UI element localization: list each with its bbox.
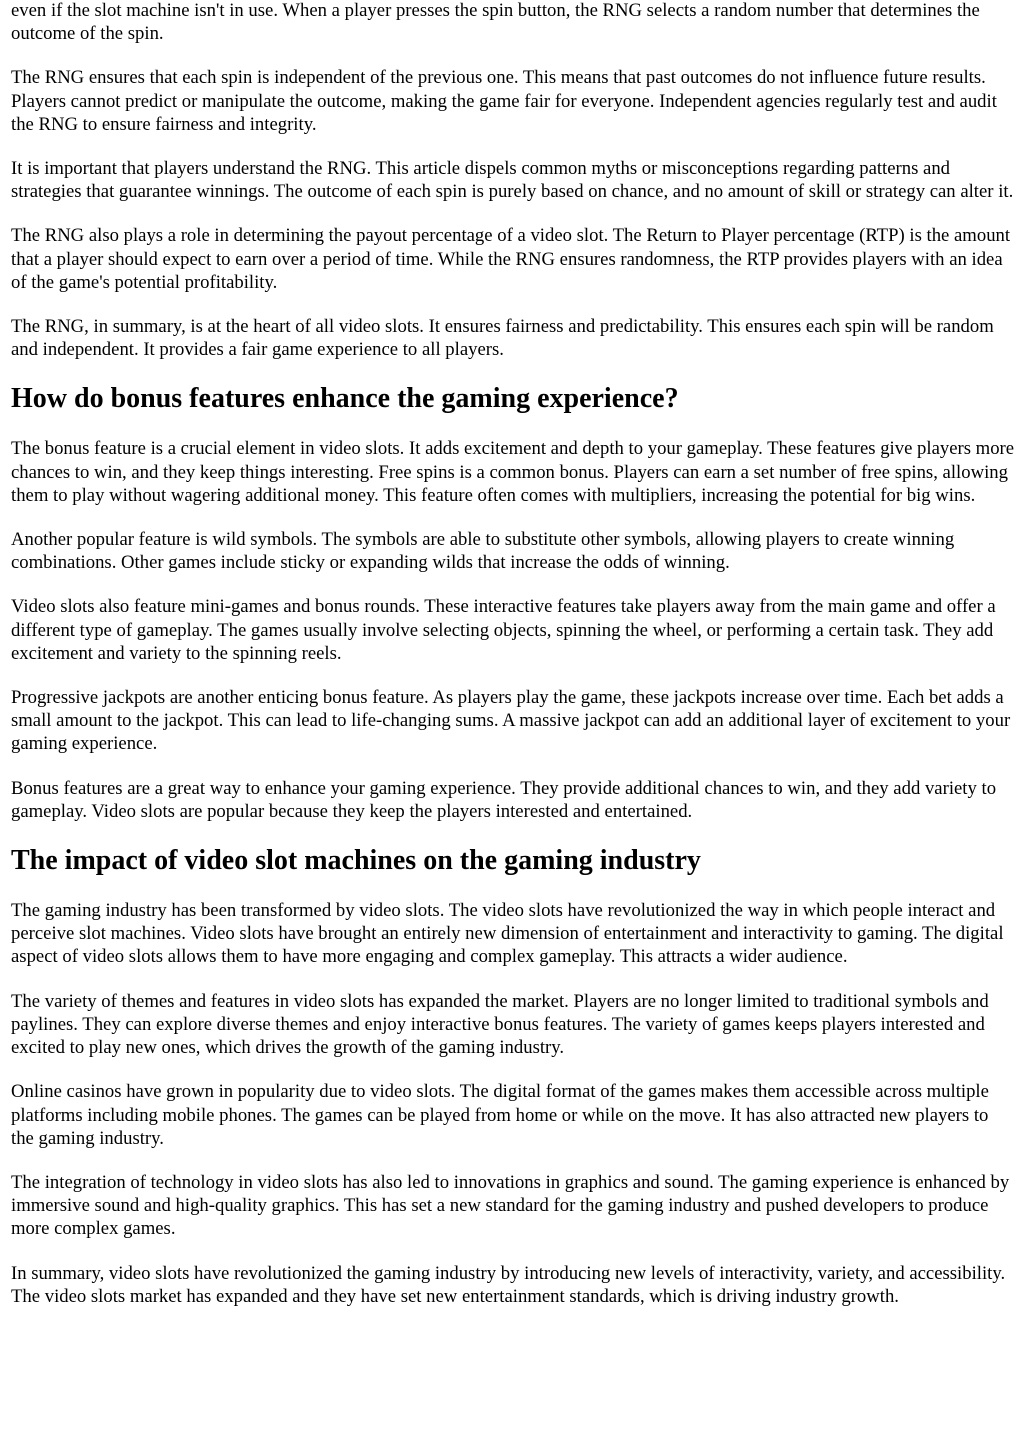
paragraph: The RNG ensures that each spin is independent of the previous one. This means that past outcomes do not influence future results. Players cannot predict or manipulate the outcome, making the game fair for everyone. Independent agencies regularly test and audit the RNG to ensure fairness and integrity. [11,67,997,135]
section-rng [11,0,1015,361]
paragraph: The RNG also plays a role in determining the payout percentage of a video slot. The Return to Player percentage (RTP) is the amount that a player should expect to earn over a period of time. While the RNG ensures randomness, the RTP provides players with an idea of the game's potential profitability. [11,225,1011,293]
section-heading: The impact of video slot machines on the gaming industry [11,845,701,877]
paragraph: In summary, video slots have revolutionized the gaming industry by introducing new levels of interactivity, variety, and accessibility. The video slots market has expanded and they have set new entertainment standards, which is driving industry growth. [11,1262,1006,1307]
paragraph: The bonus feature is a crucial element in video slots. It adds excitement and depth to your gameplay. These features give players more chances to win, and they keep things interesting. Free spins is a common bonus. Players can earn a set number of free spins, allowing them to play without wagering additional money. This feature often comes with multipliers, increasing the potential for big wins. [11,438,1015,506]
paragraph: It is important that players understand the RNG. This article dispels common myths or misconceptions regarding patterns and strategies that guarantee winnings. The outcome of each spin is purely based on chance, and no amount of skill or strategy can alter it. [11,158,1014,203]
paragraph: The variety of themes and features in video slots has expanded the market. Players are no longer limited to traditional symbols and paylines. They can explore diverse themes and enjoy interactive bonus features. The variety of games keeps players interested and excited to play new ones, which drives the growth of the gaming industry. [11,990,989,1059]
paragraph: The gaming industry has been transformed by video slots. The video slots have revolutionized the way in which people interact and perceive slot machines. Video slots have brought an entirely new dimension of entertainment and interactivity to gaming. The digital aspect of video slots allows them to have more engaging and complex gameplay. This attracts a wider audience. [11,900,1004,968]
paragraph: Bonus features are a great way to enhance your gaming experience. They provide additional chances to win, and they add variety to gameplay. Video slots are popular because they keep the players interested and entertained. [11,777,997,822]
paragraph: even if the slot machine isn't in use. When a player presses the spin button, the RNG selects a random number that determines the outcome of the spin. [11,0,980,45]
section-heading: How do bonus features enhance the gaming experience? [11,383,679,415]
paragraph: The RNG, in summary, is at the heart of all video slots. It ensures fairness and predictability. This ensures each spin will be random and independent. It provides a fair game experience to all players. [11,316,994,361]
paragraph: Another popular feature is wild symbols. The symbols are able to substitute other symbols, allowing players to create winning combinations. Other games include sticky or expanding wilds that increase the odds of winning. [11,529,955,574]
paragraph: Online casinos have grown in popularity due to video slots. The digital format of the games makes them accessible across multiple platforms including mobile phones. The games can be played from home or while on the move. It has also attracted new players to the gaming industry. [11,1081,989,1149]
section-industry-impact [11,844,1015,1308]
paragraph: Progressive jackpots are another enticing bonus feature. As players play the game, these jackpots increase over time. Each bet adds a small amount to the jackpot. This can lead to life-changing sums. A massive jackpot can add an additional layer of excitement to your gaming experience. [11,687,1011,755]
paragraph: Video slots also feature mini-games and bonus rounds. These interactive features take players away from the main game and offer a different type of gameplay. The games usually involve selecting objects, spinning the wheel, or performing a certain task. They add excitement and variety to the spinning reels. [11,596,996,664]
section-bonus-features [11,382,1015,823]
paragraph: The integration of technology in video slots has also led to innovations in graphics and sound. The gaming experience is enhanced by immersive sound and high-quality graphics. This has set a new standard for the gaming industry and pushed developers to produce more complex games. [11,1171,1010,1240]
